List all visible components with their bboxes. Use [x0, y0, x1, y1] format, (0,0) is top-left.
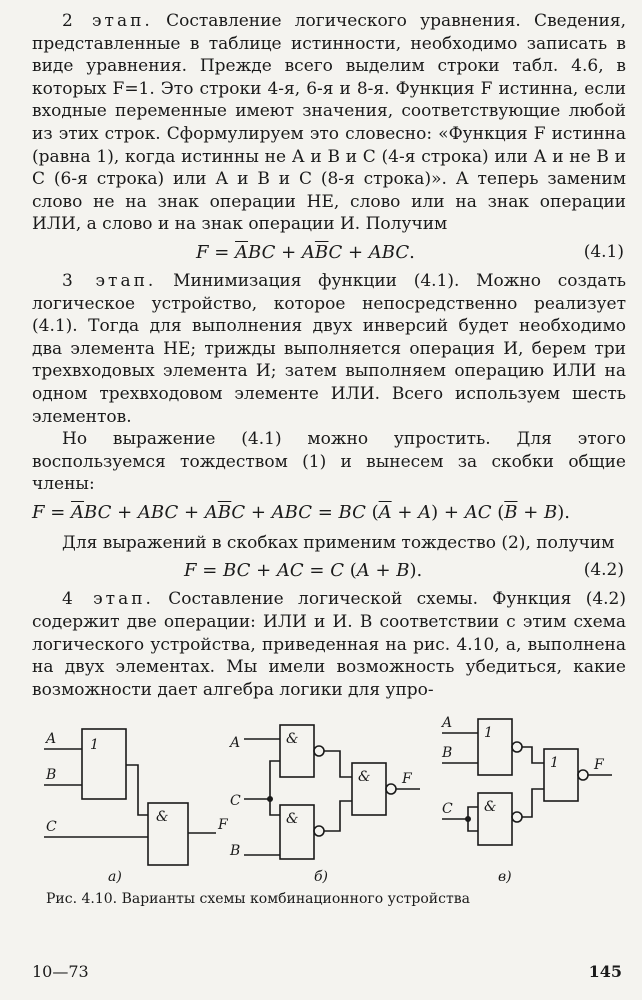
label-input-a: A [442, 715, 453, 732]
paragraph-text: Для выражений в скобках применим тождество (2), получим [62, 532, 615, 553]
signature-mark: 10—73 [32, 962, 89, 981]
or-gate-symbol: 1 [90, 737, 99, 754]
label-input-b: B [230, 843, 241, 860]
page-body [32, 10, 626, 907]
label-output-f: F [218, 817, 228, 834]
label-input-c: C [230, 793, 241, 810]
paragraph-simplify [32, 428, 626, 496]
figure-caption: Рис. 4.10. Варианты схемы комбинационного устройства [46, 891, 470, 908]
equation-4-1 [32, 236, 626, 270]
circuit-variant-a [44, 729, 229, 865]
subfigure-label-a: а) [108, 869, 122, 886]
label-input-b: B [46, 767, 57, 784]
paragraph-stage-2 [32, 10, 626, 236]
label-input-b: B [442, 745, 453, 762]
or-gate-symbol: 1 [550, 755, 559, 772]
paragraph-text: Составление логической схемы. Функция (4.2) содержит две операции: ИЛИ и И. В соответствии с этим схема логического устройства, приведенная на рис. 4.10, а, выполнена на двух элементах. Мы имели возможность убедиться, какие возможности дает алгебра логики для упро- [32, 589, 626, 700]
paragraph-text: Минимизация функции (4.1). Можно создать логическое устройство, которое непосредственно реализует (4.1). Тогда для выполнения двух инверсий будет необходимо два элемента НЕ; трижды выполняется операция И, берем три трехвходовых элемента И; затем выполняем операцию ИЛИ на одном трехвходовом элементе ИЛИ. Всего используем шесть элементов. [32, 270, 627, 427]
subfigure-label-c: в) [498, 869, 512, 886]
logic-circuit-diagrams [32, 707, 632, 885]
or-gate [82, 729, 126, 799]
paragraph-stage-3 [32, 270, 626, 428]
equation-number: (4.2) [583, 560, 624, 581]
stage-heading: 2 этап. [62, 11, 153, 31]
equation-formula: $F = \overline{A}BC + A\overline{B}C$ + ABC. [196, 241, 415, 263]
and-gate-symbol: & [286, 731, 299, 748]
paragraph-identity [32, 532, 626, 555]
equation-4-2 [32, 554, 626, 588]
stage-heading: 3 этап. [62, 270, 157, 291]
label-input-a: A [230, 735, 241, 752]
paragraph-stage-4 [32, 588, 626, 701]
and-gate-symbol: & [484, 799, 497, 816]
subfigure-label-b: б) [314, 869, 329, 886]
circuit-variant-c [440, 715, 612, 845]
label-input-c: C [442, 801, 453, 818]
or-gate-symbol: 1 [484, 725, 493, 742]
equation-formula: F = BC + AC = C (A + B). [184, 560, 423, 582]
figure-4-10 [32, 707, 626, 885]
and-gate-symbol: & [156, 809, 169, 826]
label-input-a: A [46, 731, 57, 748]
and-gate-symbol: & [358, 769, 371, 786]
paragraph-text: Но выражение (4.1) можно упростить. Для этого воспользуемся тождеством (1) и вынесем за скобки общие члены: [32, 429, 626, 495]
circuit-variant-b [228, 725, 420, 859]
and-gate-symbol: & [286, 811, 299, 828]
equation-formula: $F = \overline{A}BC$ + ABC + $A\overline{B}C$ + ABC = BC $(\overline{A} + A)$ + AC $(\overline{B} + B)$. [32, 501, 570, 523]
page-number: 145 [588, 962, 622, 981]
label-input-c: C [46, 819, 57, 836]
equation-expansion [32, 496, 626, 532]
equation-number: (4.1) [583, 241, 624, 262]
stage-heading: 4 этап. [62, 589, 154, 610]
label-output-f: F [402, 771, 412, 788]
paragraph-text: Составление логического уравнения. Сведения, представленные в таблице истинности, необходимо записать в виде уравнения. Прежде всего выделим строки табл. 4.6, в которых F=1. Это строки 4-я, 6-я и 8-я. Функция F истинна, если входные переменные имеют значения, соответствующие любой из этих строк. Сформулируем это словесно: «Функция F истинна (равна 1), когда истинны не А и В и С (4-я строка) или А и не В и С (6-я строка) или А и В и С (8-я строка)». А теперь заменим слово не на знак операции НЕ, слово или на знак операции ИЛИ, а слово и на знак операции И. Получим [32, 11, 627, 235]
label-output-f: F [594, 757, 604, 774]
